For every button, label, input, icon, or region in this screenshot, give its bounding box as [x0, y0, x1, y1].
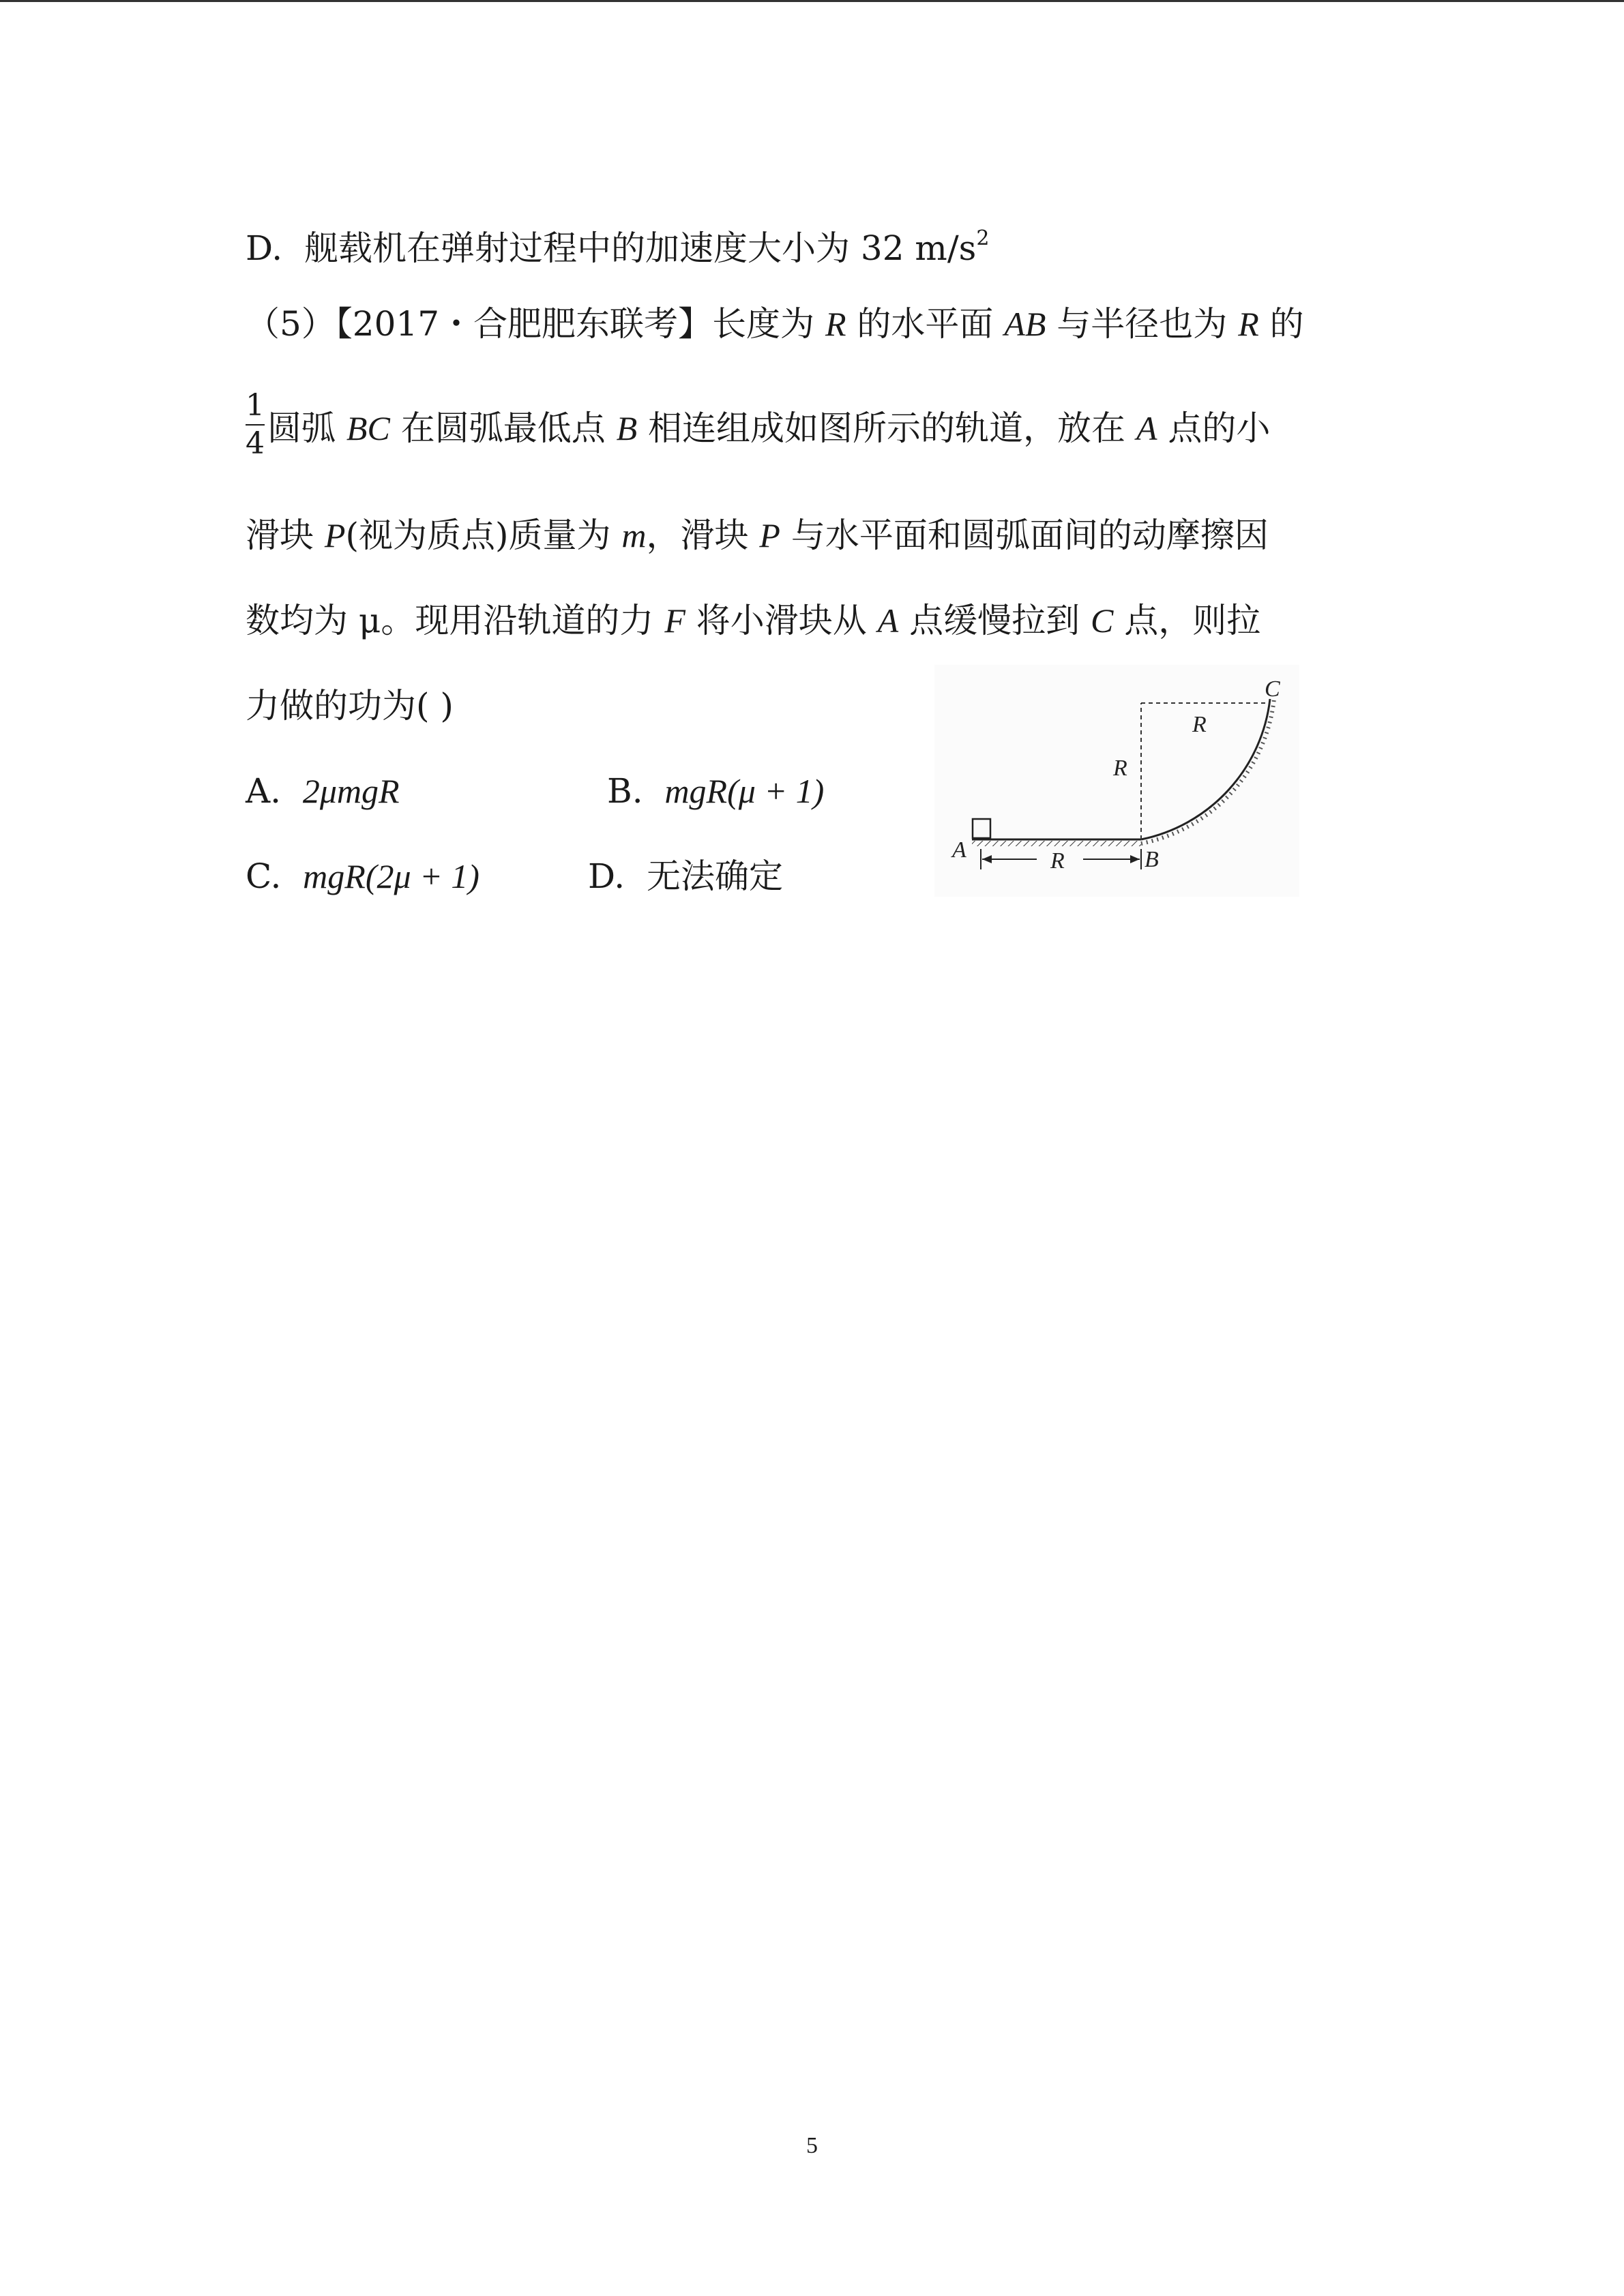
prev-option-d-label: D.	[246, 228, 283, 268]
var-a: A	[877, 601, 899, 640]
prev-option-d	[246, 218, 989, 269]
question-header	[246, 303, 1304, 344]
text: 将小滑块从	[685, 601, 878, 640]
var-b: B	[616, 409, 638, 447]
option-c-value: mgR(2μ + 1)	[303, 857, 479, 895]
option-b-label: B.	[607, 771, 643, 811]
fraction-denominator: 4	[246, 426, 265, 461]
var-m: m	[621, 516, 647, 554]
superscript-2: 2	[976, 226, 990, 250]
text: 在圆弧最低点	[389, 408, 617, 448]
ground-hatch	[972, 841, 1141, 846]
text: 圆弧	[267, 408, 346, 448]
var-mu: μ	[358, 601, 381, 640]
text: 与水平面和圆弧面间的动摩擦因	[780, 516, 1269, 555]
var-p: P	[324, 516, 346, 554]
option-c-label: C.	[246, 856, 282, 896]
text: ，滑块	[646, 516, 760, 555]
option-c	[246, 856, 479, 897]
question-line-4	[246, 600, 1260, 641]
var-c: C	[1091, 601, 1114, 640]
question-line-2	[267, 408, 1270, 449]
prev-option-d-text: 舰载机在弹射过程中的加速度大小为 32 m/s	[304, 228, 977, 268]
var-ab: AB	[1004, 305, 1046, 343]
option-b-value: mgR(μ + 1)	[664, 772, 825, 810]
var-bc: BC	[346, 409, 390, 447]
option-a-label: A.	[246, 771, 282, 811]
text: 滑块	[246, 516, 325, 555]
text: 数均为	[246, 601, 359, 640]
label-r-top: R	[1192, 712, 1207, 737]
label-b: B	[1145, 847, 1159, 872]
var-a: A	[1136, 409, 1157, 447]
text: 相连组成如图所示的轨道，放在	[637, 408, 1136, 448]
page-number: 5	[806, 2133, 818, 2158]
text: 点的小	[1157, 408, 1271, 448]
label-c: C	[1265, 676, 1280, 702]
var-f: F	[664, 601, 685, 640]
page-top-border	[0, 0, 1624, 2]
question-source: 【2017・合肥肥东联考】	[335, 304, 713, 344]
text: 的	[1258, 304, 1304, 344]
option-b	[607, 771, 824, 811]
fraction-numerator: 1	[246, 388, 265, 423]
text: (视为质点)质量为	[345, 516, 622, 555]
fraction-bar	[246, 424, 265, 426]
label-r-bottom: R	[1050, 848, 1065, 874]
option-d	[588, 856, 783, 897]
option-a-value: 2μmgR	[302, 772, 400, 810]
text: 点，则拉	[1113, 601, 1261, 640]
option-d-label: D.	[588, 856, 625, 896]
text: 。现用沿轨道的力	[381, 601, 665, 640]
text: 与半径也为	[1046, 304, 1239, 344]
fraction-one-quarter	[246, 389, 265, 461]
var-r: R	[825, 305, 846, 343]
text: 长度为	[712, 304, 825, 344]
text: 点缓慢拉到	[898, 601, 1091, 640]
var-p: P	[759, 516, 780, 554]
track-diagram	[934, 665, 1299, 897]
text: 的水平面	[846, 304, 1005, 344]
option-d-value: 无法确定	[647, 856, 783, 896]
question-number: （5）	[246, 304, 336, 344]
var-r: R	[1238, 305, 1259, 343]
label-a: A	[952, 837, 966, 863]
option-a	[246, 771, 400, 811]
label-r-vertical: R	[1113, 756, 1127, 781]
question-line-5: 力做的功为( )	[246, 686, 454, 726]
question-line-3	[246, 515, 1269, 556]
